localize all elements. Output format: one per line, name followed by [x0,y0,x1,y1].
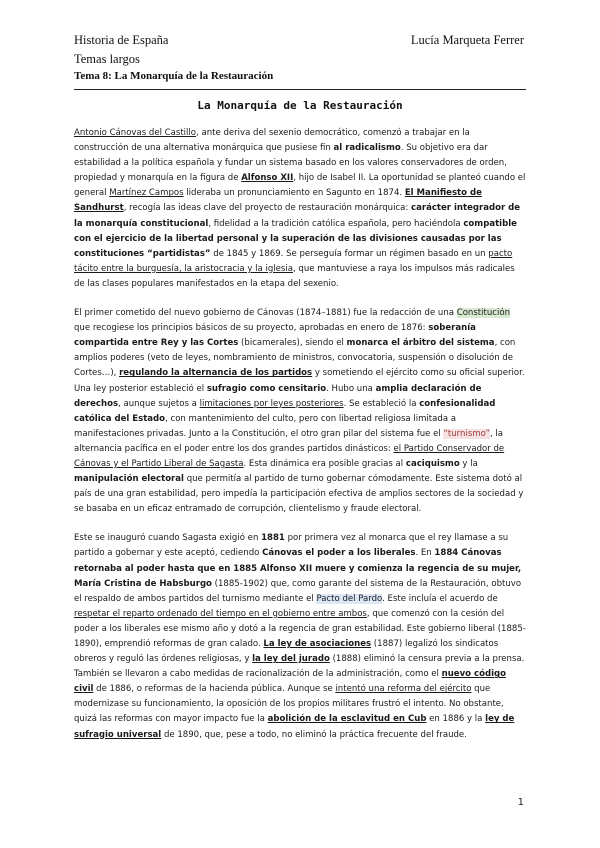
p3-s1: Este se inauguró cuando Sagasta exigió en [74,533,262,544]
p2-s17: , con mantenimiento del culto, pero con libertad religiosa limitada a manifestaciones privadas. Junto a la Constitución, el otro gran pilar del sistema fue el [74,413,457,439]
p3-s10: respetar el reparto ordenado del tiempo en el gobierno entre ambos [74,608,367,619]
p1-s10: , recogía las ideas clave del proyecto de restauración monárquica: [123,203,412,214]
p1-s11: carácter integrador de la monarquía constitucional [74,203,521,229]
p2-s25: que permitía al partido de turno gobernar cómodamente. Este sistema dotó al país de una gran estabilidad, pero impedía la participación efectiva de amplios sectores de la sociedad y se basaba en un eficaz entramado de corrupción, clientelismo y fraude electoral. [74,474,524,515]
p1-s3: al radicalismo [333,143,401,154]
p3-s4: Cánovas el poder a los liberales [262,548,416,559]
p2-s20: el Partido Conservador de Cánovas y el Partido Liberal de Sagasta [74,443,505,469]
p1-s12: , fidelidad a la tradición católica española, pero haciéndola [208,218,464,229]
p2-s23: y la [459,458,478,469]
p3-s22: ley de sufragio universal [74,714,515,740]
p3-s21: en 1886 y la [426,714,486,725]
p1-s7: Martínez Campos [109,188,184,199]
document-title: La Monarquía de la Restauración [197,99,403,112]
paragraph-3 [74,531,526,742]
p3-s2: 1881 [261,533,285,544]
p3-s8: Pacto del Pardo [316,593,383,604]
p2-s9: y sometiendo el ejército como su oficial superior. Una ley posterior estableció el [74,368,525,394]
p2-s7: , con amplios poderes (veto de leyes, nombramiento de ministros, convocatoria, suspensión o disolución de Cortes…), [74,338,516,379]
p3-s6: 1884 Cánovas retornaba al poder hasta que en 1885 Alfonso XII muere y comienza la regencia de su mujer, María Cristina de Habsburgo [74,548,522,589]
p3-s20: abolición de la esclavitud en Cub [267,714,427,725]
p1-s16: , que mantuviese a raya los impulsos más radicales de las clases populares manifestados en la etapa del sexenio. [74,263,515,289]
p3-s9: . Este incluía el acuerdo de [382,593,498,604]
page-number: 1 [517,797,524,808]
p3-s14: la ley del jurado [252,654,330,665]
p2-s24: manipulación electoral [74,474,184,485]
header-subject: Historia de España [74,33,169,47]
p1-s14: de 1845 y 1869. Se perseguía formar un régimen basado en un [210,248,489,259]
p3-s12: La ley de asociaciones [263,639,372,649]
p1-s5: Alfonso XII [241,173,294,184]
paragraph-2 [74,306,526,517]
p3-s15: (1888) eliminó la censura previa a la prensa. También se llevaron a cabo medidas de racionalización de la administración, como el [74,654,525,680]
p1-s15: pacto tácito entre la burguesía, la aristocracia y la iglesia [74,248,513,274]
document-body [74,126,526,757]
p2-s16: confesionalidad católica del Estado [74,398,496,424]
p3-s23: de 1890, que, pese a todo, no eliminó la práctica frecuente del fraude. [161,729,467,740]
p2-s13: , aunque sujetos a [118,398,200,409]
p2-s14: limitaciones por leyes posteriores [199,398,344,409]
p3-s18: intentó una reforma del ejército [335,684,472,695]
paragraph-1 [74,126,526,292]
p2-s21: . Esta dinámica era posible gracias al [243,458,406,469]
p3-s11: , que comenzó con la cesión del poder a los liberales ese mismo año y dotó a la regencia de gran estabilidad. Este gobierno liberal (1885-1890), emprendió reformas de gran calado. [74,608,526,649]
p3-s19: que modernizase su funcionamiento, la oposición de los propios militares frustró el intento. No obstante, quizá las reformas con mayor impacto fue la [74,684,504,725]
p2-s3: que recogiese los principios básicos de su proyecto, aprobadas en enero de 1876: [74,323,429,334]
p2-s12: amplia declaración de derechos [74,383,482,409]
p2-s2: Constitución [456,308,511,319]
p2-s8: regulando la alternancia de los partidos [119,368,313,379]
p2-s6: monarca el árbitro del sistema [346,338,495,349]
p3-s5: . En [415,548,435,559]
p3-s16: nuevo código civil [74,669,506,695]
p2-s19: , la alternancia pacífica en el poder entre los dos grandes partidos dinásticos: [74,428,504,454]
header-author: Lucía Marqueta Ferrer [410,33,524,47]
p2-s11: . Hubo una [326,383,376,394]
p2-s1: El primer cometido del nuevo gobierno de Cánovas (1874–1881) fue la redacción de una [74,308,457,319]
p2-s15: . Se estableció la [343,398,420,409]
p2-s18: “turnismo” [443,428,490,439]
p3-s7: (1885-1902) que, como garante del sistema de la Restauración, obtuvo el respaldo de ambos partidos del turnismo mediante el [74,578,522,604]
p1-s13: compatible con el ejercicio de la libertad personal y la superación de las divisiones causadas por las constituciones “partidistas” [74,218,517,259]
p2-s5: (bicamerales), siendo el [238,338,347,349]
p2-s22: caciquismo [405,458,460,469]
header-divider [74,89,526,90]
p1-s2: , ante deriva del sexenio democrático, comenzó a trabajar en la construcción de una alternativa monárquica que pusiese fin [74,128,470,154]
header-subtitle: Temas largos [74,52,140,66]
header-topic: Tema 8: La Monarquía de la Restauración [74,70,274,82]
p2-s10: sufragio como censitario [206,383,327,394]
p1-s8: lideraba un pronunciamiento en Sagunto en 1874. [183,188,405,199]
p1-s9: El Manifiesto de Sandhurst [74,188,482,214]
p1-s6: , hijo de Isabel II. La oportunidad se planteó cuando el general [74,173,526,199]
p3-s3: por primera vez al monarca que el rey llamase a su partido a gobernar y este aceptó, cediendo [74,533,509,559]
p1-s1: Antonio Cánovas del Castillo [74,128,197,138]
p2-s4: soberanía compartida entre Rey y las Cortes [74,323,476,349]
p3-s17: de 1886, o reformas de la hacienda pública. Aunque se [93,684,336,695]
p1-s4: . Su objetivo era dar estabilidad a la política española y fundar un sistema basado en los valores conservadores de orden, propiedad y monarquía en la figura de [74,143,507,184]
p3-s13: (1887) legalizó los sindicatos obreros y reguló las órdenes religiosas, y [74,639,499,665]
